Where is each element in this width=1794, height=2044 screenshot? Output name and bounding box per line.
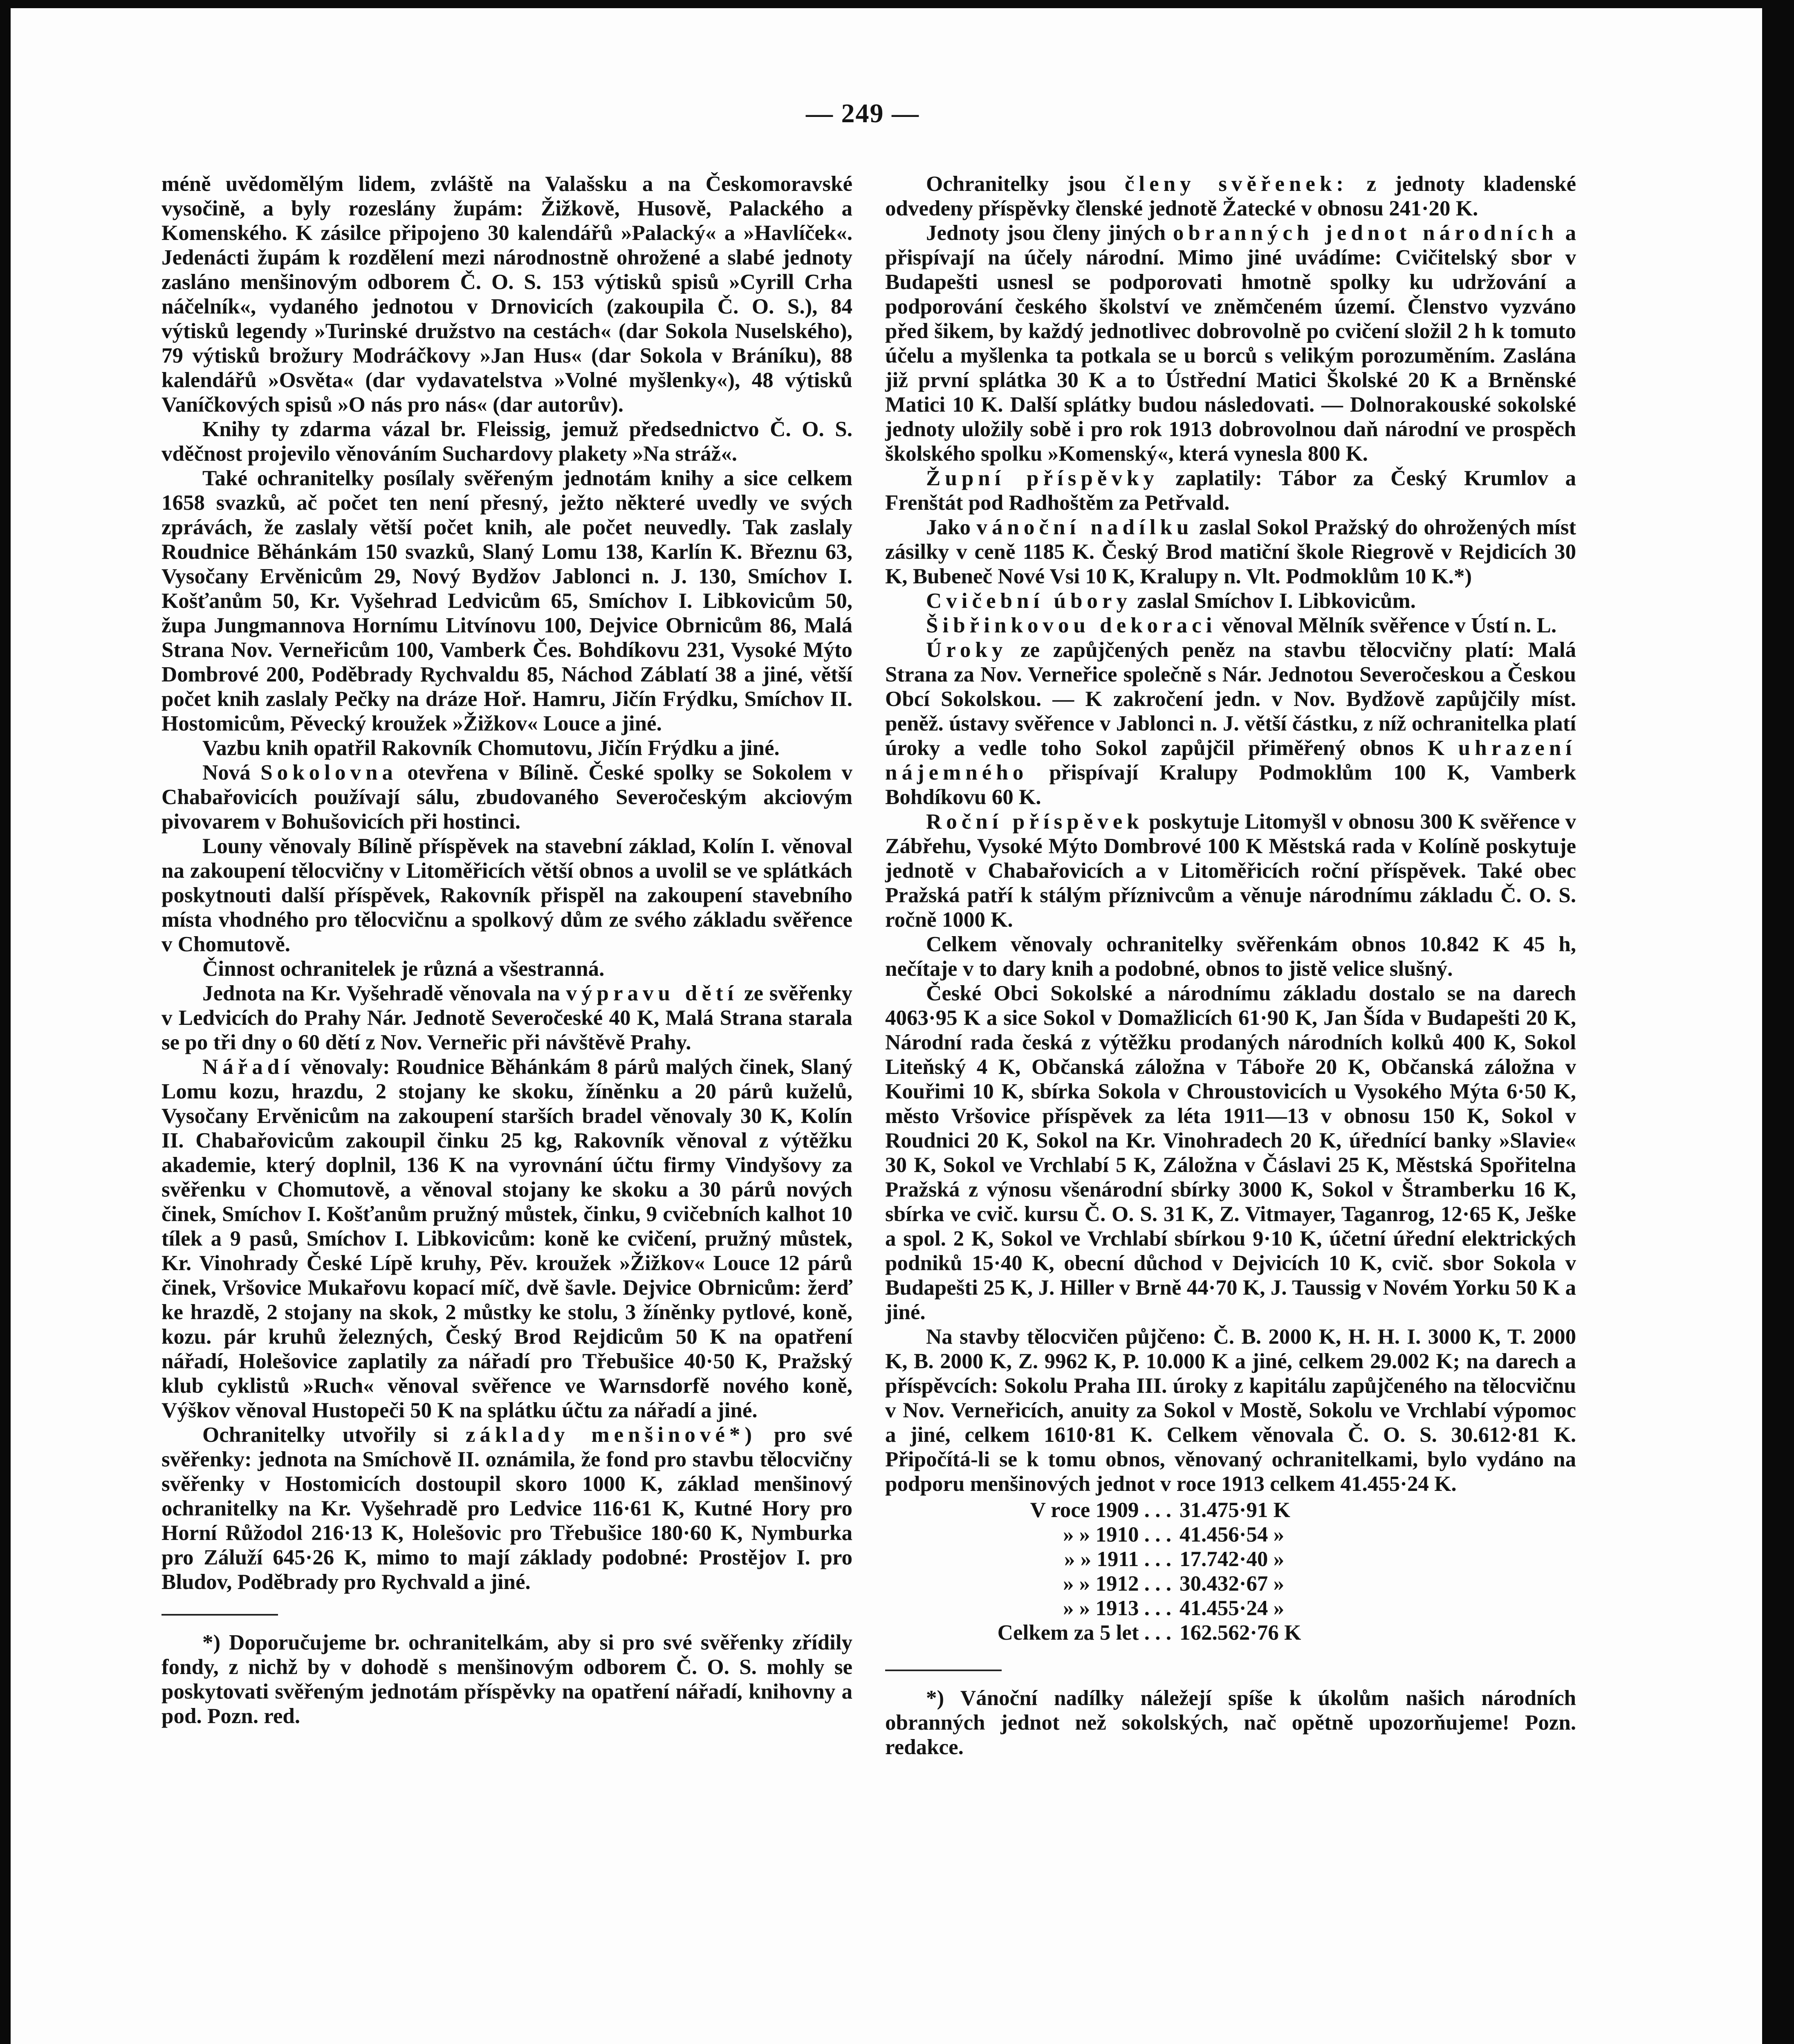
- paragraph: [885, 172, 1576, 221]
- text-run: a přispívají na účely národní. Mimo jiné uvádíme: Cvičitelský sbor v Budapešti usnesl se podporovati hmotně spolky ku udržování a podporování českého školství ve zněmčeném území. Členstvo vyzváno před šikem, by každý jednotlivec dobrovolně po cvičení složil 2 h k tomuto účelu a myšlenka ta potkala se u borců s velikým porozuměním. Zaslána již první splátka 30 K a to Ústřední Matici Školské 20 K a Brněnské Matici 10 K. Další splátky budou následovati. — Dolnorakouské sokolské jednoty uložily sobě i pro rok 1913 dobrovolnou daň národní ve prospěch školského spolku »Komenský«, která vynesla 800 K.: [885, 221, 1576, 466]
- text-run: věnovaly: Roudnice Běhánkám 8 párů malých činek, Slaný Lomu kozu, hrazdu, 2 stojany ke skoku, žíněnku a 20 párů kuželů, Vysočany Ervěnicům na zakoupení starších bradel věnovaly 30 K, Kolín II. Chabařovicům zakoupil činku 25 kg, Rakovník věnoval z výtěžku akademie, který doplnil, 136 K na vyrovnání účtu firmy Vindyšovy za svěřenku v Chomutově, a věnoval stojany ke skoku a 30 párů nových činek, Smíchov I. Košťanům pružný můstek, činku, 9 cvičebních kalhot 10 tílek a 9 pasů, Smíchov I. Libkovicům: koně ke cvičení, pružný můstek, Kr. Vinohrady České Lípě kruhy, Pěv. kroužek »Žižkov« Louce 12 párů činek, Vršovice Mukařovu kopací míč, dvě šavle. Dejvice Obrnicům: žerď ke hrazdě, 2 stojany na skok, 2 můstky ke stolu, 3 žíněnky pytlové, koně, kozu. pár kruhů železných, Český Brod Rejdicům 50 K na opatření nářadí, Holešovice zaplatily za nářadí pro Třebušice 40·50 K, Pražský klub cyklistů »Ruch« věnoval svěřence ve Warnsdorfě nového koně, Výškov věnoval Hustopeči 50 K na splátku účtu za nářadí a jiné.: [161, 1055, 853, 1422]
- paragraph: [885, 809, 1576, 932]
- spaced-term: výpravu dětí: [566, 982, 738, 1005]
- text-run: Jednota na Kr. Vyšehradě věnovala na: [202, 982, 560, 1005]
- table-row: [885, 1547, 1576, 1571]
- footnote-text: *) Doporučujeme br. ochranitelkám, aby si pro své svěřenky zřídily fondy, z nichž by v dohodě s menšinovým odborem Č. O. S. mohly se poskytovati svěřeným jednotám příspěvky na opatření nářadí, knihovny a pod. Pozn. red.: [161, 1631, 852, 1728]
- spaced-term: Župní příspěvky: [926, 466, 1159, 490]
- paragraph: Vazbu knih opatřil Rakovník Chomutovu, Jičín Frýdku a jiné.: [202, 736, 780, 760]
- spaced-term: Sokolovna: [260, 761, 397, 784]
- paragraph: Louny věnovaly Bílině příspěvek na stavební základ, Kolín I. věnoval na zakoupení tělocvičny v Litoměřicích větší obnos a uvolil se ve splátkách poskytnouti další příspěvek, Rakovník přispěl na zakoupení stavebního místa vhodného pro tělocvičnu a spolkový dům ze svého základu svěřence v Chomutově.: [161, 834, 852, 956]
- row-label: » » 1910 . . .: [1063, 1523, 1171, 1546]
- scan-border-top: [0, 0, 1794, 8]
- spaced-term: Roční příspěvek: [926, 810, 1144, 834]
- row-value: 31.475·91 K: [1180, 1498, 1290, 1522]
- spaced-term: Cvičební úbory: [926, 589, 1132, 613]
- text-run: z jednoty kladenské odvedeny příspěvky členské jednotě Žatecké v obnosu 241·20 K.: [885, 172, 1576, 220]
- spaced-term: základy menšinové*): [465, 1423, 757, 1447]
- spaced-term: uhrazení nájemného: [885, 736, 1576, 784]
- row-value: 30.432·67 »: [1180, 1572, 1285, 1596]
- text-run: Jednoty jsou členy jiných: [926, 221, 1166, 245]
- scan-border-left: [0, 0, 11, 2044]
- row-value: 17.742·40 »: [1180, 1547, 1285, 1571]
- text-run: Ochranitelky jsou: [926, 172, 1106, 196]
- spaced-term: obranných jednot národních: [1173, 221, 1558, 245]
- footnote: [885, 1686, 1576, 1759]
- paragraph: [885, 589, 1576, 613]
- right-column: [885, 172, 1576, 1759]
- text-run: věnoval Mělník svěřence v Ústí n. L.: [1222, 614, 1557, 637]
- paragraph: méně uvědomělým lidem, zvláště na Valašsku a na Českomoravské vysočině, a byly rozeslány župám: Žižkově, Husově, Palackého a Komenského. K zásilce připojeno 30 kalendářů »Palacký« a »Havlíček«. Jedenácti župám k rozdělení mezi národnostně ohrožené a slabé jednoty zasláno menšinovým odborem Č. O. S. 153 výtisků spisů »Cyrill Crha náčelník«, vydaného jednotou v Drnovicích (zakoupila Č. O. S.), 84 výtisků legendy »Turinské družstvo na cestách« (dar Sokola Nuselského), 79 výtisků brožury Modráčkovy »Jan Hus« (dar Sokola v Bráníku), 88 kalendářů »Osvěta« (dar vydavatelstva »Volné myšlenky«), 48 výtisků Vaníčkových spisů »O nás pro nás« (dar autorův).: [161, 172, 852, 417]
- yearly-totals-table: [885, 1498, 1576, 1645]
- row-label: V roce 1909 . . .: [1030, 1498, 1171, 1522]
- paragraph: [161, 981, 852, 1055]
- text-run: pro své svěřenky: jednota na Smíchově II. oznámila, že fond pro stavbu tělocvičny svěřenky v Hostomicích dostoupil skoro 1000 K, základ menšinový ochranitelky na Kr. Vyšehradě pro Ledvice 116·61 K, Kutné Hory pro Horní Růžodol 216·13 K, Holešovic pro Třebušice 180·60 K, Nymburka pro Záluží 645·26 K, mimo to mají základy podobné: Prostějov I. pro Bludov, Poděbrady pro Rychvald a jiné.: [161, 1423, 852, 1594]
- spaced-term: Úroky: [926, 638, 1007, 662]
- spaced-term: členy svěřenek:: [1124, 172, 1348, 196]
- table-row-total: [885, 1620, 1576, 1645]
- paragraph: [885, 221, 1576, 466]
- paragraph: Činnost ochranitelek je různá a všestranná.: [202, 957, 605, 981]
- text-run: přispívají Kralupy Podmoklům 100 K, Vamberk Bohdíkovu 60 K.: [885, 761, 1576, 809]
- row-value: 162.562·76 K: [1180, 1621, 1301, 1645]
- left-column: [161, 172, 852, 1728]
- footnote-divider: [161, 1614, 278, 1616]
- text-run: ze svěřenky v Ledvicích do Prahy Nár. Jednotě Severočeské 40 K, Malá Strana starala se po tři dny o 60 dětí z Nov. Verneřic při návštěvě Prahy.: [161, 982, 853, 1054]
- text-run: Nová: [202, 761, 251, 784]
- paragraph: [161, 1423, 852, 1594]
- text-run: zaslal Sokol Pražský do ohrožených míst zásilky v ceně 1185 K. Český Brod matiční škole Riegrově v Rejdicích 30 K, Bubeneč Nové Vsi 10 K, Kralupy n. Vlt. Podmoklům 10 K.*): [885, 515, 1576, 588]
- scan-border-right: [1762, 0, 1794, 2044]
- paragraph: [885, 638, 1576, 809]
- spaced-term: Šibřinkovou dekoraci: [926, 614, 1217, 637]
- paragraph: Také ochranitelky posílaly svěřeným jednotám knihy a sice celkem 1658 svazků, ač počet ten není přesný, ježto některé uvedly ve svých zprávách, že zaslaly větší počet knih, ale počet neuvedly. Tak zaslaly Roudnice Běhánkám 150 svazků, Slaný Lomu 138, Karlín K. Březnu 63, Vysočany Ervěnicům 29, Nový Bydžov Jablonci n. J. 130, Smíchov I. Košťanům 50, Kr. Vyšehrad Ledvicům 65, Smíchov I. Libkovicům 50, župa Jungmannova Hornímu Litvínovu 100, Dejvice Obrnicům 86, Malá Strana Nov. Verneřicům 100, Vamberk Čes. Bohdíkovu 231, Vysoké Mýto Dombrové 200, Poděbrady Rychvaldu 85, Náchod Záblatí 38 a jiné, větší počet knih zaslaly Pečky na dráze Hoř. Hamru, Jičín Frýdku, Smíchov II. Hostomicům, Pěvecký kroužek »Žižkov« Louce a jiné.: [161, 466, 852, 735]
- paragraph: [885, 466, 1576, 515]
- paragraph: [885, 613, 1576, 638]
- footnote-text: *) Vánoční nadílky náležejí spíše k úkolům našich národních obranných jednot než sokolských, nač opětně upozorňujeme! Pozn. redakce.: [885, 1686, 1576, 1759]
- text-run: ze zapůjčených peněz na stavbu tělocvičny platí: Malá Strana za Nov. Verneřice společně s Nár. Jednotou Severočeskou a Českou Obcí Sokolskou. — K zakročení jedn. v Nov. Bydžově zapůjčily míst. peněž. ústavy svěřence v Jablonci n. J. větší částku, z níž ochranitelka platí úroky a vedle toho Sokol zapůjčil přiměřený obnos K: [885, 638, 1576, 760]
- spaced-term: Nářadí: [202, 1055, 294, 1079]
- paragraph: Na stavby tělocvičen půjčeno: Č. B. 2000 K, H. H. I. 3000 K, T. 2000 K, B. 2000 K, Z. 9962 K, P. 10.000 K a jiné, celkem 29.002 K; na darech a příspěvcích: Sokolu Praha III. úroky z kapitálu zapůjčeného na tělocvičnu v Nov. Verneřicích, anuity za Sokol v Mostě, Sokolu ve Vrchlabí výpomoc a jiné, celkem 1610·81 K. Celkem věnovala Č. O. S. 30.612·81 K. Připočítá-li se k tomu obnos, věnovaný ochranitelkami, bylo vydáno na podporu menšinových jednot v roce 1913 celkem 41.455·24 K.: [885, 1325, 1576, 1496]
- paragraph: [161, 1055, 852, 1423]
- table-row: [885, 1498, 1576, 1522]
- row-value: 41.456·54 »: [1180, 1523, 1285, 1546]
- footnote-divider: [885, 1670, 1002, 1671]
- table-row: [885, 1596, 1576, 1620]
- text-run: Ochranitelky utvořily si: [202, 1423, 448, 1447]
- row-label: » » 1913 . . .: [1063, 1596, 1171, 1620]
- row-value: 41.455·24 »: [1180, 1596, 1285, 1620]
- table-row: [885, 1522, 1576, 1547]
- row-label: » » 1912 . . .: [1063, 1572, 1171, 1596]
- spaced-term: vánoční nadílku: [976, 515, 1193, 539]
- paragraph: Knihy ty zdarma vázal br. Fleissig, jemuž předsednictvo Č. O. S. vděčnost projevilo věnováním Suchardovy plakety »Na stráž«.: [161, 417, 852, 466]
- row-label: » » 1911 . . .: [1064, 1547, 1171, 1571]
- paragraph: [885, 515, 1576, 589]
- paragraph: České Obci Sokolské a národnímu základu dostalo se na darech 4063·95 K a sice Sokol v Domažlicích 61·90 K, Jan Šída v Budapešti 20 K, Národní rada česká z výtěžku prodaných národních kolků 400 K, Sokol Liteňský 4 K, Občanská záložna v Táboře 20 K, Občanská záložna v Kouřimi 10 K, sbírka Sokola v Chroustovicích u Vysokého Mýta 6·50 K, město Vršovice příspěvek za léta 1911—13 v obnosu 150 K, Sokol v Roudnici 20 K, Sokol na Kr. Vinohradech 20 K, úřednící banky »Slavie« 30 K, Sokol ve Vrchlabí 5 K, Záložna v Čáslavi 25 K, Městská Spořitelna Pražská z výnosu všenárodní sbírky 3000 K, Sokol v Štramberku 16 K, sbírka ve cvič. kursu Č. O. S. 31 K, Z. Vitmayer, Taganrog, 12·65 K, Ješke a spol. 2 K, Sokol ve Vrchlabí sbírkou 9·10 K, účetní úřední elektrických podniků 15·40 K, obecní důchod v Dejvicích 10 K, cvič. sbor Sokola v Budapešti 25 K, J. Hiller v Brně 44·70 K, J. Taussig v Novém Yorku 50 K a jiné.: [885, 982, 1576, 1324]
- footnote: [161, 1630, 852, 1728]
- text-run: zaslal Smíchov I. Libkovicům.: [1137, 589, 1416, 613]
- page-number: — 249 —: [806, 99, 919, 128]
- text-run: Jako: [926, 515, 971, 539]
- row-label: Celkem za 5 let . . .: [997, 1621, 1171, 1645]
- paragraph: Celkem věnovaly ochranitelky svěřenkám obnos 10.842 K 45 h, nečítaje v to dary knih a podobné, obnos to jistě velice slušný.: [885, 932, 1576, 981]
- paragraph: [161, 760, 852, 834]
- text-run: zaplatily: Tábor za Český Krumlov a Frenštát pod Radhoštěm za Petřvald.: [885, 466, 1576, 515]
- table-row: [885, 1571, 1576, 1596]
- text-run: poskytuje Litomyšl v obnosu 300 K svěřence v Zábřehu, Vysoké Mýto Dombrové 100 K Městská rada v Kolíně poskytuje jednotě v Chabařovicích a v Litoměřicích roční příspěvek. Také obec Pražská patří k stálým příznivcům a věnuje národnímu základu Č. O. S. ročně 1000 K.: [885, 810, 1576, 932]
- text-run: otevřena v Bílině. České spolky se Sokolem v Chabařovicích používají sálu, zbudovaného Severočeským akciovým pivovarem v Bohušovicích při hostinci.: [161, 761, 852, 834]
